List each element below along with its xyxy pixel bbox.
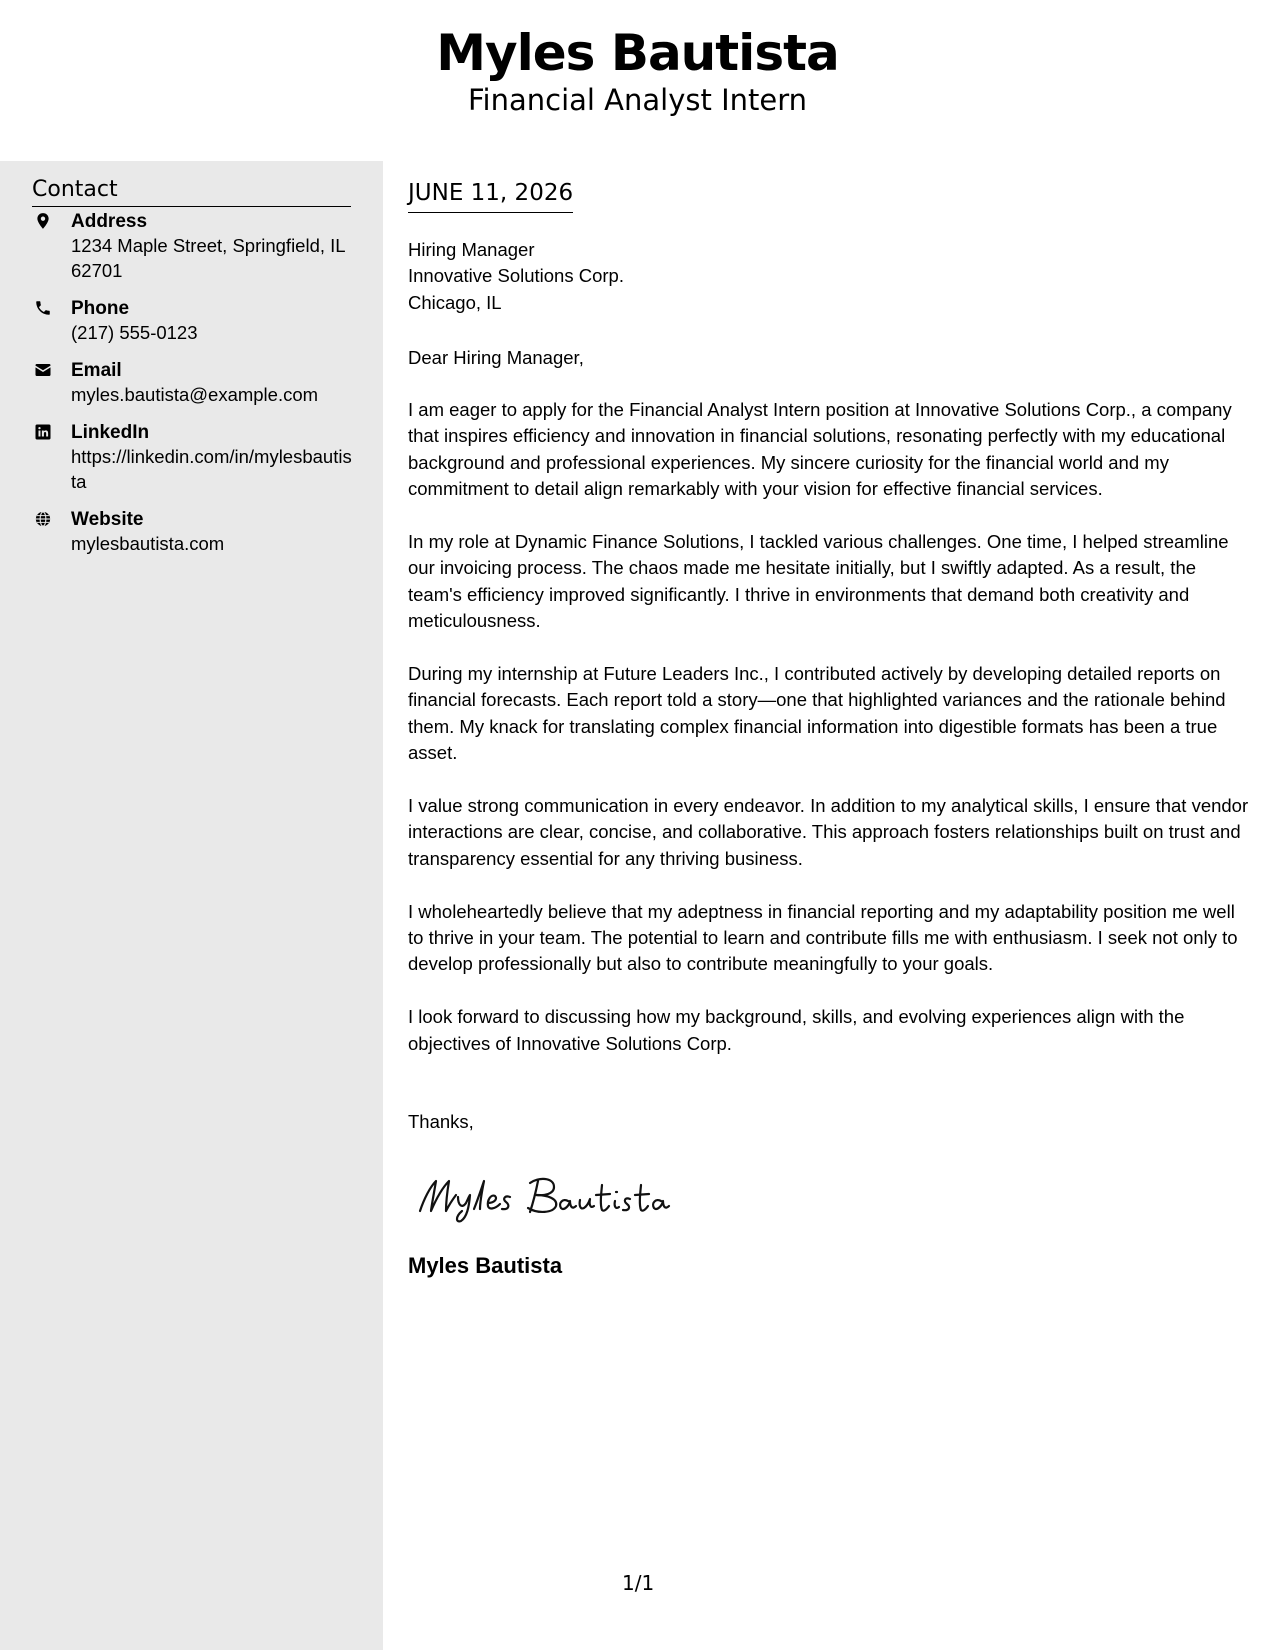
signed-name: Myles Bautista <box>408 1253 563 1278</box>
closing: Thanks, <box>408 1111 474 1132</box>
handwritten-signature <box>412 1159 682 1229</box>
body-paragraph: I look forward to discussing how my background, skills, and evolving experiences align with the objectives of Innovative Solutions Corp. <box>408 1006 1185 1054</box>
body-paragraph: During my internship at Future Leaders Inc., I contributed actively by developing detailed reports on financial forecasts. Each report told a story—one that highlighted variances and the rationale behind them. My knack for translating complex financial information into digestible formats has been a true asset. <box>408 663 1226 764</box>
body-paragraph: In my role at Dynamic Finance Solutions, I tackled various challenges. One time, I helped streamline our invoicing process. The chaos made me hesitate initially, but I swiftly adapted. As a result, the team's efficiency improved significantly. I thrive in environments that demand both creativity and meticulousness. <box>408 531 1229 632</box>
letter-paragraphs <box>408 397 1253 1083</box>
page-number: 1/1 <box>622 1571 655 1595</box>
letter-header <box>0 0 1275 161</box>
body-paragraph: I value strong communication in every endeavor. In addition to my analytical skills, I ensure that vendor interactions are clear, concise, and collaborative. This approach fosters relationships built on trust and transparency essential for any thriving business. <box>408 795 1249 869</box>
envelope-icon <box>34 361 52 379</box>
email-label: Email <box>71 360 122 381</box>
phone-label: Phone <box>71 298 130 319</box>
applicant-title: Financial Analyst Intern <box>467 83 808 117</box>
website-value[interactable]: mylesbautista.com <box>71 533 225 554</box>
address-label: Address <box>71 211 148 232</box>
map-pin-icon <box>34 212 52 230</box>
globe-icon <box>34 510 52 528</box>
salutation: Dear Hiring Manager, <box>408 347 584 368</box>
recipient-line: Chicago, IL <box>408 291 502 313</box>
linkedin-value[interactable]: https://linkedin.com/in/mylesbautista <box>71 446 352 492</box>
email-value: myles.bautista@example.com <box>71 384 319 405</box>
body-paragraph: I am eager to apply for the Financial Analyst Intern position at Innovative Solutions Corp., a company that inspires efficiency and innovation in financial solutions, resonating perfectly with my educational background and professional experiences. My sincere curiosity for the financial world and my commitment to detail align remarkably with your vision for effective financial services. <box>408 399 1232 500</box>
linkedin-icon <box>34 423 52 441</box>
recipient-line: Innovative Solutions Corp. <box>408 265 624 287</box>
linkedin-label: LinkedIn <box>71 422 150 443</box>
recipient-block <box>408 237 624 316</box>
phone-value: (217) 555-0123 <box>71 322 198 343</box>
phone-icon <box>34 299 52 317</box>
contact-sidebar <box>0 161 383 1650</box>
website-label: Website <box>71 509 144 530</box>
body-paragraph: I wholeheartedly believe that my adeptness in financial reporting and my adaptability position me well to thrive in your team. The potential to learn and contribute fills me with enthusiasm. I seek not only to develop professionally but also to contribute meaningfully to your goals. <box>408 900 1238 975</box>
letter-date: JUNE 11, 2026 <box>408 178 573 213</box>
applicant-name: Myles Bautista <box>436 24 839 82</box>
address-value: 1234 Maple Street, Springfield, IL 62701 <box>71 235 345 281</box>
contact-heading: Contact <box>32 175 351 207</box>
recipient-line: Hiring Manager <box>408 239 535 260</box>
